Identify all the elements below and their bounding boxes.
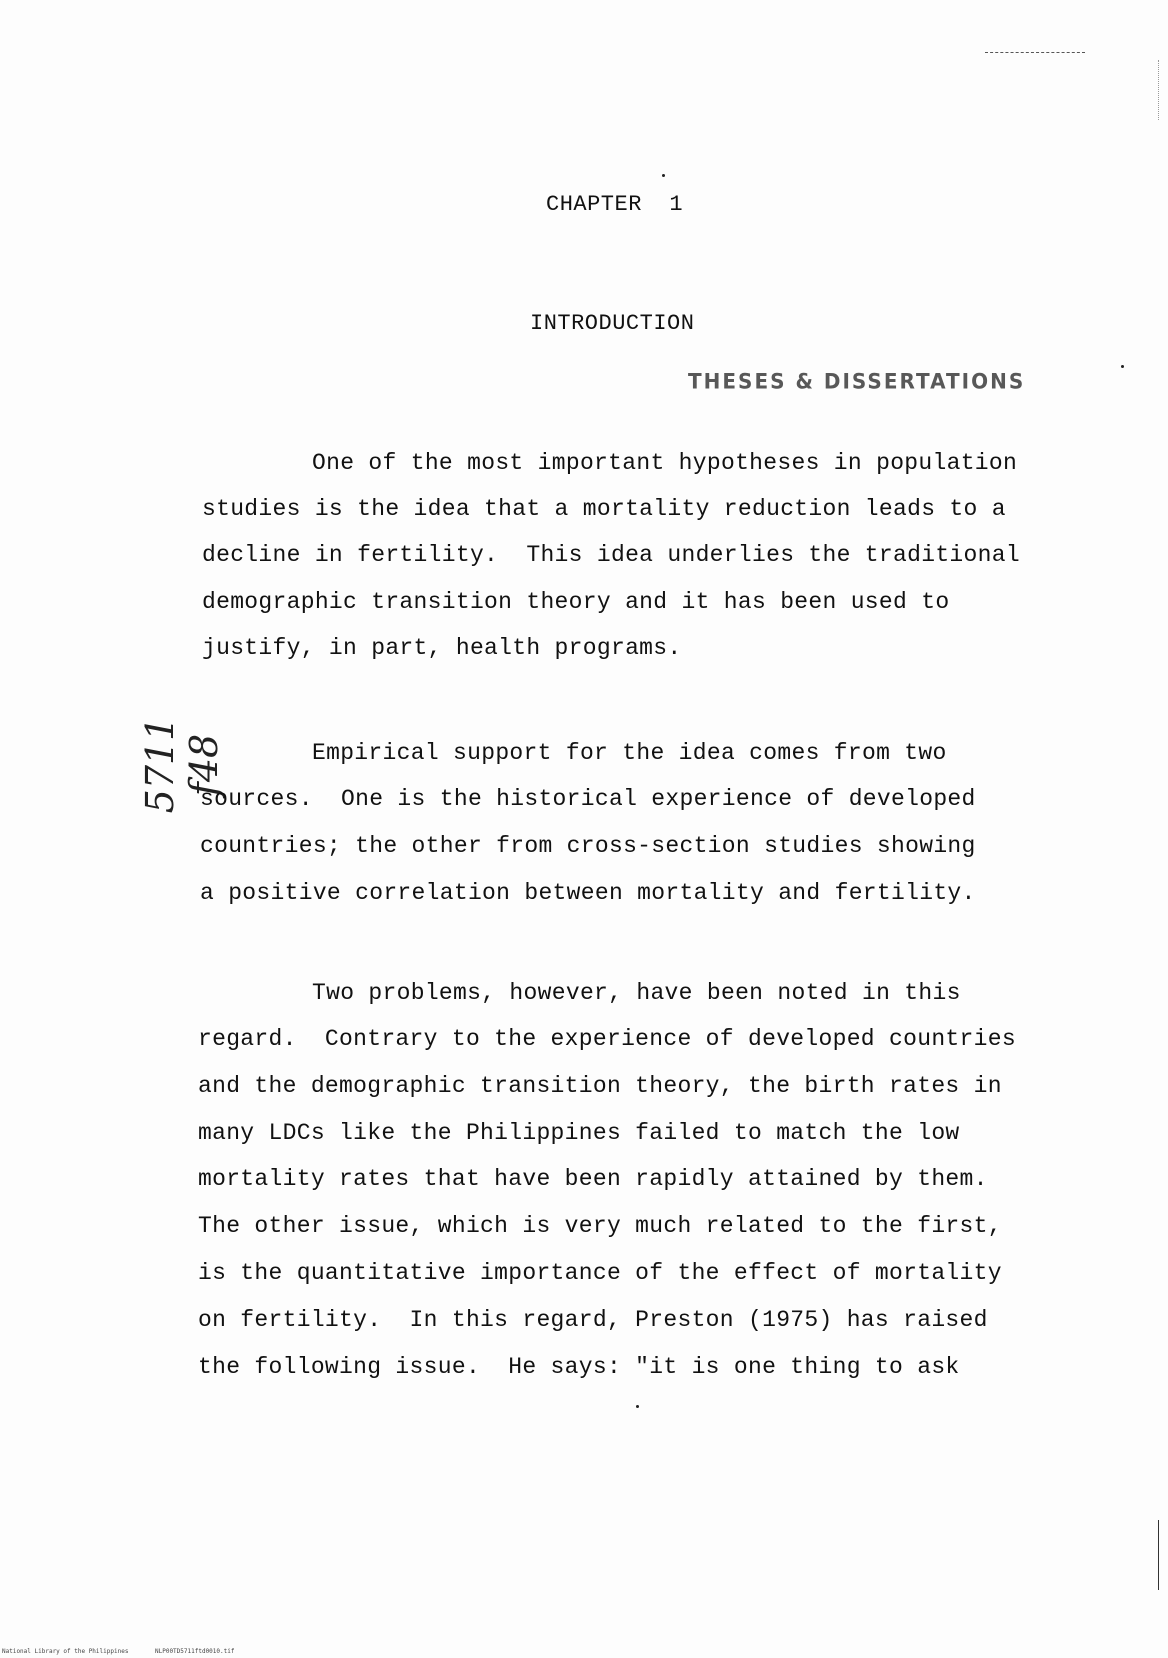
section-title: INTRODUCTION xyxy=(530,311,695,336)
edge-mark-top xyxy=(1158,60,1159,120)
paragraph-2-line-4: a positive correlation between mortality and fertility. xyxy=(200,880,976,906)
paragraph-3-line-4: many LDCs like the Philippines failed to match the low xyxy=(198,1120,960,1146)
paragraph-2-line-2: sources. One is the historical experience of developed xyxy=(200,786,976,812)
paragraph-3-line-3: and the demographic transition theory, the birth rates in xyxy=(198,1073,1002,1099)
paragraph-1-line-1: One of the most important hypotheses in population xyxy=(312,450,1018,476)
top-rule xyxy=(985,52,1085,53)
paragraph-2-line-3: countries; the other from cross-section studies showing xyxy=(200,833,976,859)
paragraph-1-line-4: demographic transition theory and it has been used to xyxy=(202,589,950,615)
scan-speck xyxy=(1121,365,1124,368)
handwritten-call-number: 5711 f48 xyxy=(138,716,226,814)
paragraph-1-line-5: justify, in part, health programs. xyxy=(202,635,682,661)
paragraph-3-line-6: The other issue, which is very much related to the first, xyxy=(198,1213,1002,1239)
edge-mark-bottom xyxy=(1158,1520,1159,1590)
paragraph-3-line-8: on fertility. In this regard, Preston (1975) has raised xyxy=(198,1307,988,1333)
paragraph-1-line-2: studies is the idea that a mortality reduction leads to a xyxy=(202,496,1006,522)
paragraph-3-line-9: the following issue. He says: "it is one thing to ask xyxy=(198,1354,960,1380)
paragraph-2-line-1: Empirical support for the idea comes from two xyxy=(312,740,947,766)
paragraph-3-line-7: is the quantitative importance of the effect of mortality xyxy=(198,1260,1002,1286)
paragraph-3-line-2: regard. Contrary to the experience of developed countries xyxy=(198,1026,1016,1052)
scan-speck xyxy=(662,174,665,177)
chapter-heading: CHAPTER 1 xyxy=(546,192,684,217)
footer-file-name: NLP00TD5711ftd0010.tif xyxy=(155,1648,235,1655)
paragraph-1-line-3: decline in fertility. This idea underlies the traditional xyxy=(202,542,1020,568)
paragraph-3-line-1: Two problems, however, have been noted in this xyxy=(312,980,961,1006)
paragraph-3-line-5: mortality rates that have been rapidly attained by them. xyxy=(198,1166,988,1192)
footer-library: National Library of the Philippines xyxy=(2,1648,129,1655)
scan-speck xyxy=(636,1405,639,1408)
library-stamp: THESES & DISSERTATIONS xyxy=(688,368,1026,394)
